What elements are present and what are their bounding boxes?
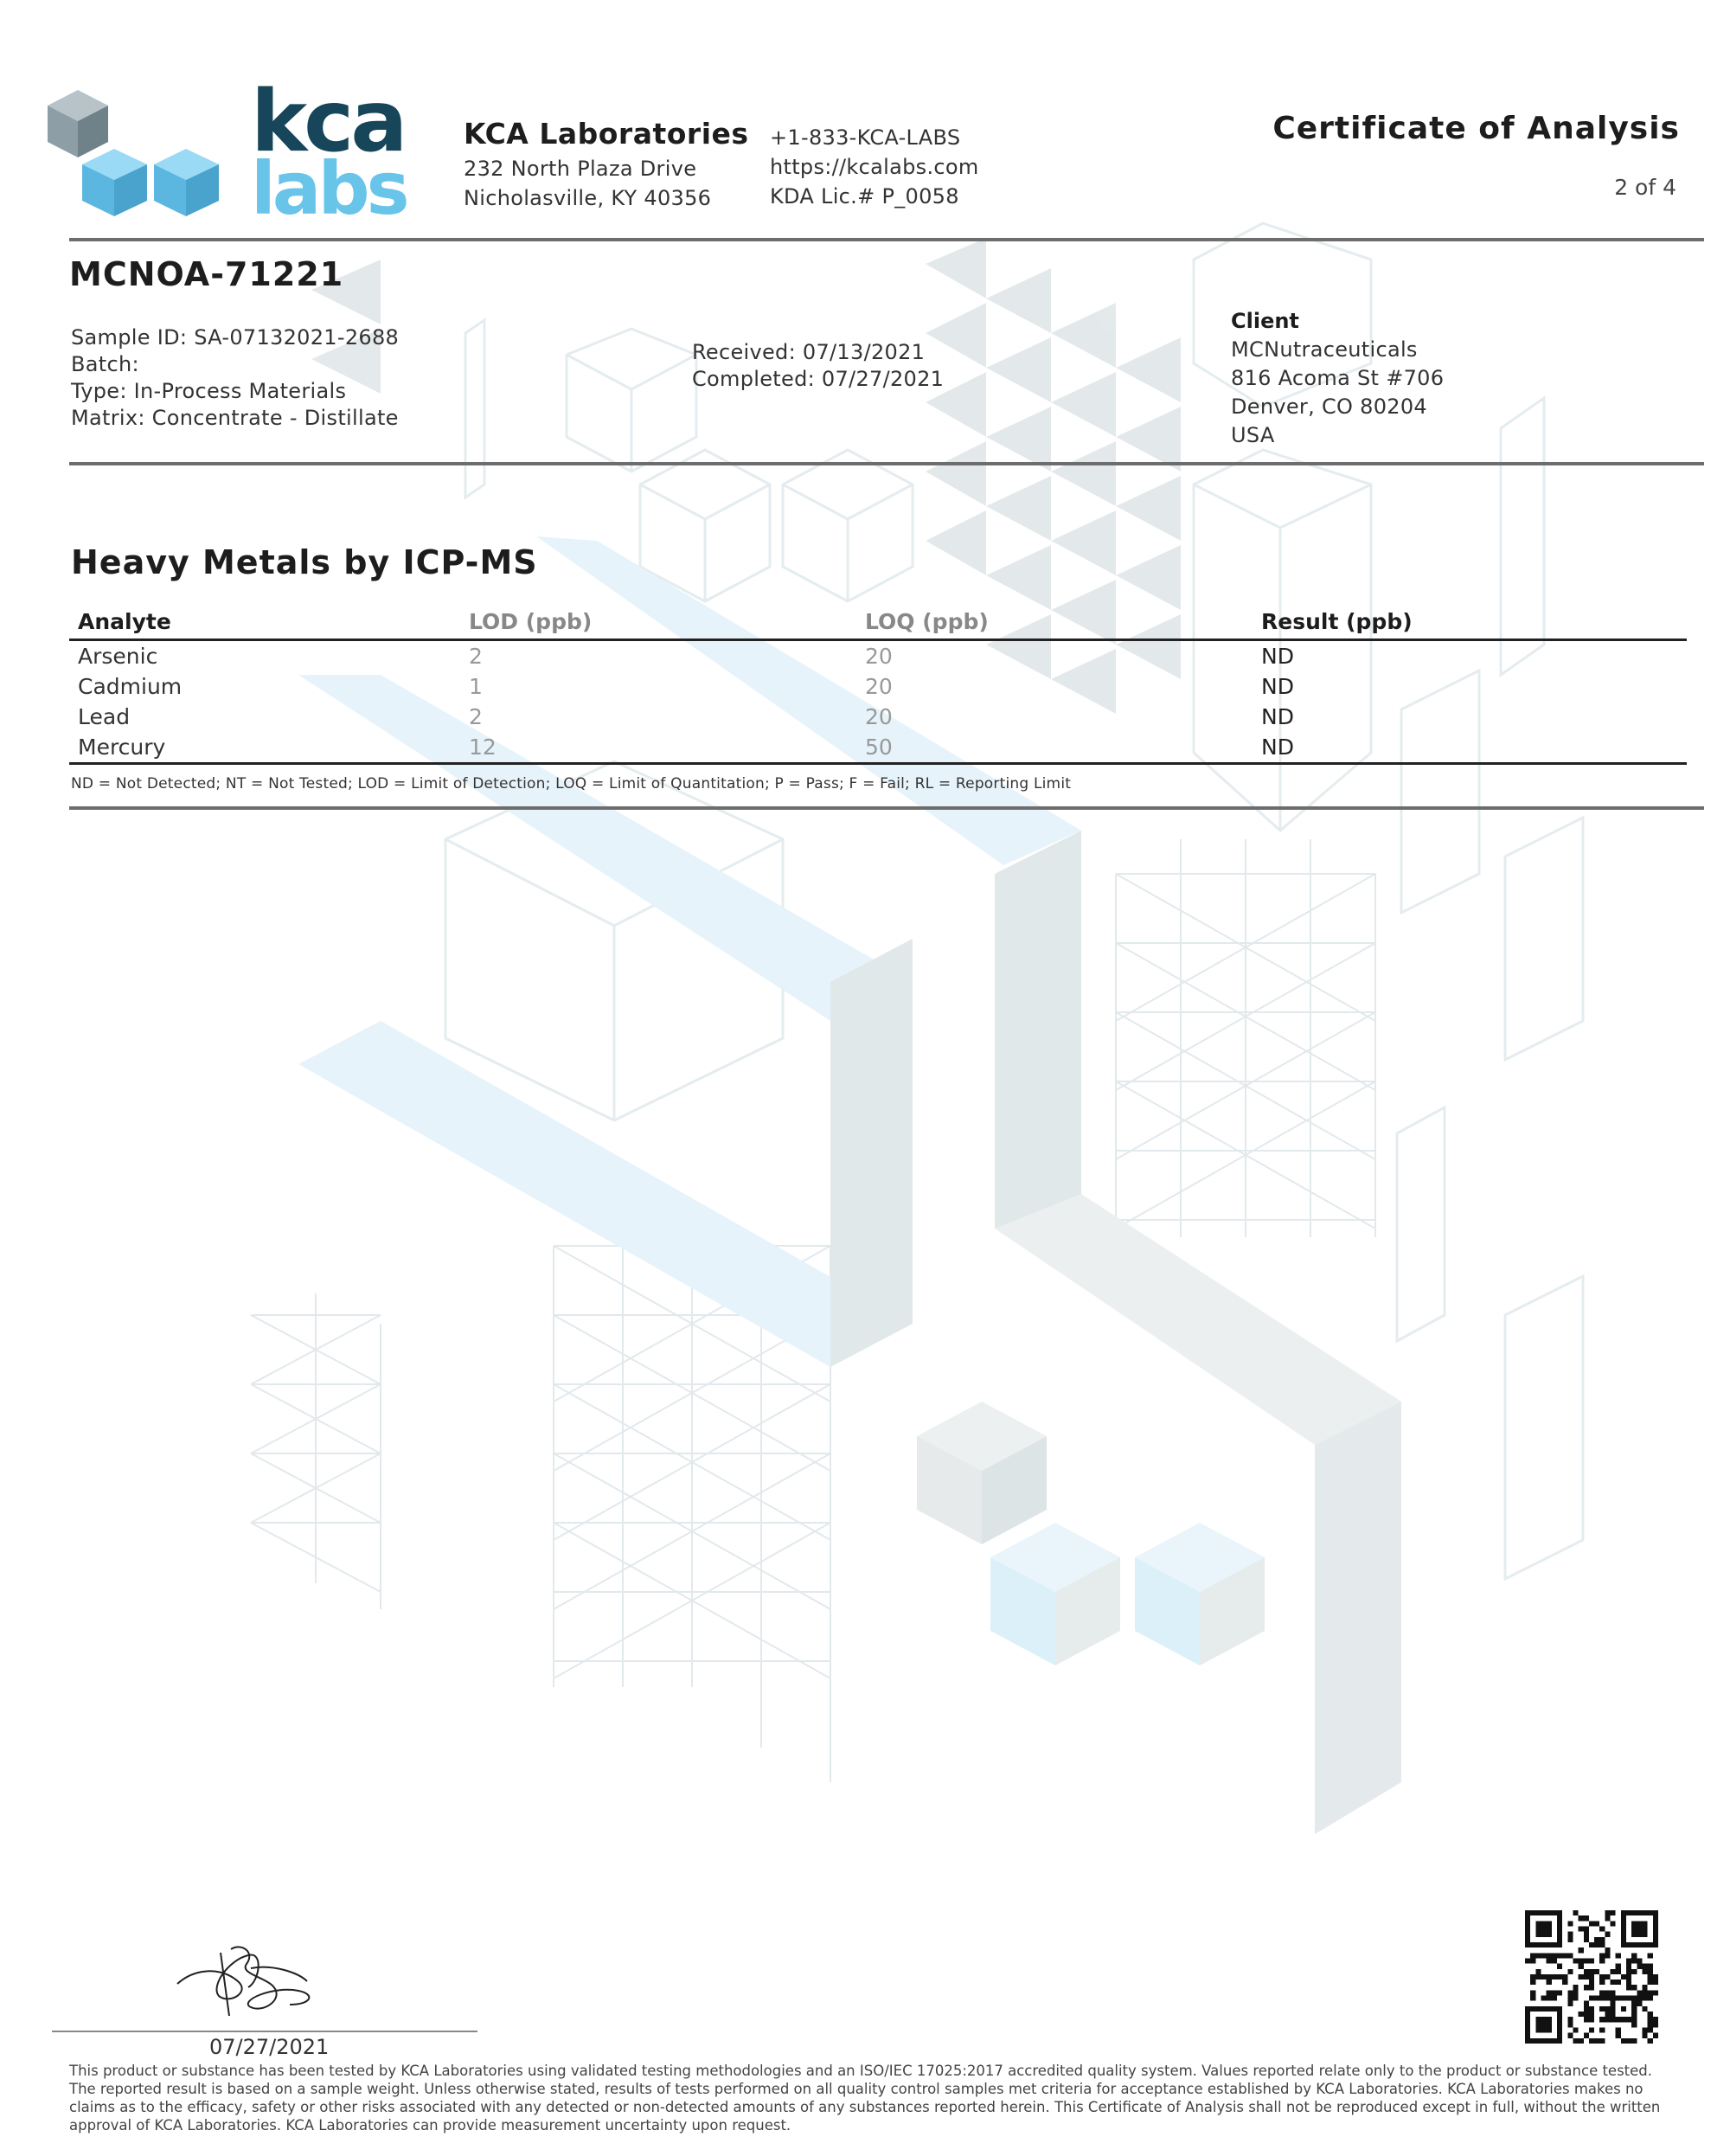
client-block — [1231, 307, 1444, 450]
section-divider — [69, 806, 1704, 810]
analyte-name: Mercury — [78, 735, 166, 760]
lod-value: 12 — [469, 735, 497, 760]
loq-value: 20 — [865, 644, 893, 669]
qr-code-image — [1525, 1910, 1658, 2044]
signature-image — [169, 1934, 342, 2029]
lab-name: KCA Laboratories — [464, 117, 749, 151]
client-street: 816 Acoma St #706 — [1231, 366, 1445, 390]
loq-value: 20 — [865, 674, 893, 699]
sample-type: Type: In-Process Materials — [71, 379, 347, 403]
document-title: Certificate of Analysis — [1272, 111, 1680, 146]
sample-divider — [69, 462, 1704, 465]
lod-value: 2 — [469, 644, 483, 669]
lod-value: 2 — [469, 704, 483, 729]
header-divider — [69, 238, 1704, 241]
signature-line — [52, 2031, 477, 2032]
lab-address-line1: 232 North Plaza Drive — [464, 157, 697, 181]
legal-disclaimer: This product or substance has been tested by KCA Laboratories using validated testing methodologies and an ISO/IEC 17025:2017 accredited quality system. Values reported relate only to the product or substance tested. The reported result is based on a sample weight. Unless otherwise stated, results of tests performed on all quality control samples met criteria for acceptance established by KCA Laboratories. KCA Laboratories makes no claims as to the efficacy, safety or other risks associated with any detected or non-detected amounts of any substances reported herein. This Certificate of Analysis shall not be reproduced except in full, without the written approval of KCA Laboratories. KCA Laboratories can provide measurement uncertainty upon request. — [69, 2063, 1661, 2134]
page-number: 2 of 4 — [1614, 175, 1676, 200]
heavy-metals-table — [69, 606, 1687, 765]
result-value: ND — [1261, 735, 1294, 760]
analyte-name: Cadmium — [78, 674, 183, 699]
completed-date: Completed: 07/27/2021 — [692, 367, 945, 391]
table-row — [69, 671, 1687, 702]
batch-code: MCNOA-71221 — [69, 255, 344, 293]
lab-license: KDA Lic.# P_0058 — [770, 184, 959, 209]
result-value: ND — [1261, 704, 1294, 729]
logo-word-labs: labs — [251, 146, 407, 231]
column-header-loq: LOQ (ppb) — [865, 608, 989, 634]
client-heading: Client — [1231, 309, 1299, 333]
table-row — [69, 702, 1687, 732]
kca-logo — [43, 73, 415, 231]
sample-id: Sample ID: SA-07132021-2688 — [71, 325, 400, 350]
logo-word-kca: kca — [251, 73, 405, 171]
loq-value: 20 — [865, 704, 893, 729]
lab-address-line2: Nicholasville, KY 40356 — [464, 186, 712, 210]
received-date: Received: 07/13/2021 — [692, 340, 926, 364]
client-country: USA — [1231, 423, 1275, 447]
column-header-lod: LOD (ppb) — [469, 608, 593, 634]
column-header-result: Result (ppb) — [1261, 608, 1413, 634]
table-row — [69, 640, 1687, 672]
logo-cubes-icon — [43, 87, 225, 229]
client-city: Denver, CO 80204 — [1231, 395, 1427, 419]
table-header-row — [69, 606, 1687, 640]
lab-website: https://kcalabs.com — [770, 155, 979, 179]
table-row — [69, 732, 1687, 764]
column-header-analyte: Analyte — [78, 608, 171, 634]
result-value: ND — [1261, 644, 1294, 669]
result-value: ND — [1261, 674, 1294, 699]
loq-value: 50 — [865, 735, 893, 760]
signature-date: 07/27/2021 — [209, 2035, 330, 2059]
lab-phone: +1-833-KCA-LABS — [770, 125, 961, 150]
analyte-name: Arsenic — [78, 644, 158, 669]
analyte-name: Lead — [78, 704, 131, 729]
sample-matrix: Matrix: Concentrate - Distillate — [71, 406, 399, 430]
abbreviation-legend: ND = Not Detected; NT = Not Tested; LOD = Limit of Detection; LOQ = Limit of Quantitation; P = Pass; F = Fail; RL = Reporting Limit — [71, 775, 1072, 792]
lod-value: 1 — [469, 674, 483, 699]
section-title-heavy-metals: Heavy Metals by ICP-MS — [71, 543, 538, 581]
sample-batch: Batch: — [71, 352, 139, 376]
client-name: MCNutraceuticals — [1231, 337, 1418, 362]
